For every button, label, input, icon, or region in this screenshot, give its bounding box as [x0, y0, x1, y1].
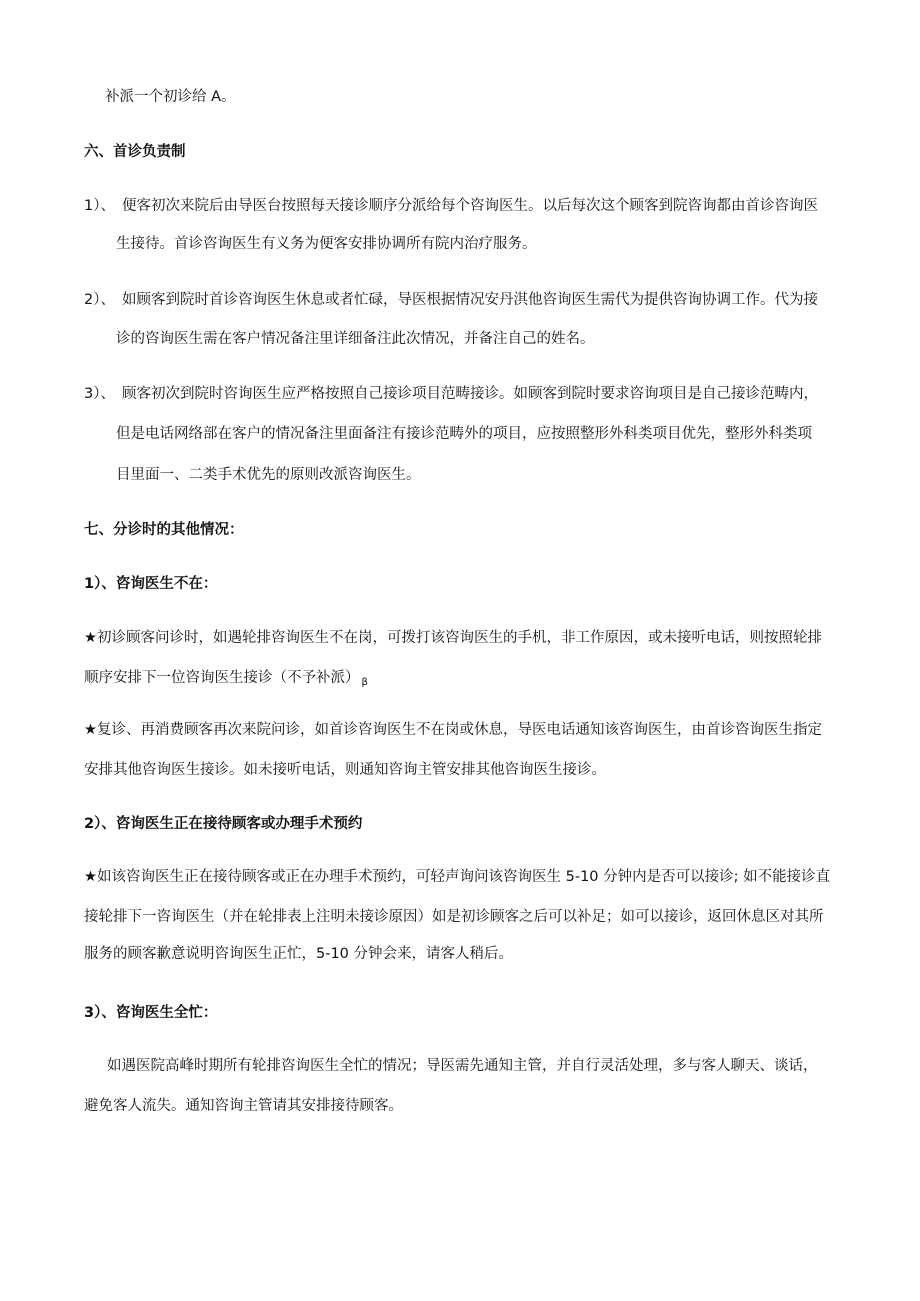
s6-item-2-line-1: 如顾客到院时首诊咨询医生休息或者忙碌，导医根据情况安丹淇他咨询医生需代为提供咨询协调工作。代为接 — [122, 292, 818, 308]
intro-line: 补派一个初诊给 A。 — [105, 89, 236, 105]
s7-sub-1-bullet-1-line-2 — [84, 668, 368, 693]
s6-item-3-line-1: 顾客初次到院时咨询医生应严格按照自己接诊项目范畴接诊。如顾客到院时要求咨询项目是自己接诊范畴内， — [122, 386, 818, 402]
s6-item-1-number: 1）、 — [84, 198, 115, 214]
s6-item-2-line-2: 诊的咨询医生需在客户情况备注里详细备注此次情况，并备注自己的姓名。 — [116, 331, 595, 347]
s7-sub-2-bullet-line-1: ★如该咨询医生正在接待顾客或正在办理手术预约，可轻声询问该咨询医生 5-10 分钟内是否可以接诊; 如不能接诊直 — [84, 869, 831, 885]
s7-sub-1-bullet-2-line-1: ★复诊、再消费顾客再次来院问诊，如首诊咨询医生不在岗或休息，导医电话通知该咨询医生，由首诊咨询医生指定 — [84, 722, 822, 738]
s6-item-3-number: 3）、 — [84, 386, 115, 402]
s7-sub-2-bullet-line-2: 接轮排下一咨询医生（并在轮排表上注明未接诊原因）如是初诊顾客之后可以补足；如可以接诊，返回休息区对其所 — [84, 909, 824, 925]
bullet-1-trailing-mark: β — [361, 677, 368, 688]
s6-item-2-number: 2）、 — [84, 292, 115, 308]
s7-sub-2-bullet-line-3: 服务的顾客歉意说明咨询医生正忙，5-10 分钟会来，请客人稍后。 — [84, 946, 514, 962]
s7-sub-2-heading: 2）、咨询医生正在接待顾客或办理手术预约 — [84, 816, 363, 832]
s7-sub-3-paragraph-line-1: 如遇医院高峰时期所有轮排咨询医生全忙的情况；导医需先通知主管，并自行灵活处理，多与客人聊天、谈话， — [107, 1058, 818, 1074]
s6-item-1-line-2: 生接待。首诊咨询医生有义务为便客安排协调所有院内治疗服务。 — [116, 236, 537, 252]
s7-sub-1-bullet-2-line-2: 安排其他咨询医生接诊。如未接听电话，则通知咨询主管安排其他咨询医生接诊。 — [84, 762, 606, 778]
s6-item-3-line-2: 但是电话网络部在客户的情况备注里面备注有接诊范畴外的项目，应按照整形外科类项目优先，整形外科类项 — [116, 426, 812, 442]
s7-sub-3-paragraph-line-2: 避免客人流失。通知咨询主管请其安排接待顾客。 — [84, 1098, 403, 1114]
s6-item-3-line-3: 目里面一、二类手术优先的原则改派咨询医生。 — [116, 467, 421, 483]
s6-item-1-line-1: 便客初次来院后由导医台按照每天接诊顺序分派给每个咨询医生。以后每次这个顾客到院咨询都由首诊咨询医 — [122, 198, 818, 214]
s7-sub-3-heading: 3）、咨询医生全忙： — [84, 1005, 218, 1021]
s7-sub-1-bullet-1-line-1: ★初诊顾客问诊时，如遇轮排咨询医生不在岗，可拨打该咨询医生的手机，非工作原因，或未接听电话，则按照轮排 — [84, 630, 822, 646]
s7-sub-1-heading: 1）、咨询医生不在： — [84, 576, 218, 592]
section-7-heading: 七、分诊时的其他情况： — [84, 522, 244, 538]
bullet-1-line-2-text: 顺序安排下一位咨询医生接诊（不予补派） — [84, 670, 360, 686]
section-6-heading: 六、首诊负责制 — [84, 144, 186, 160]
